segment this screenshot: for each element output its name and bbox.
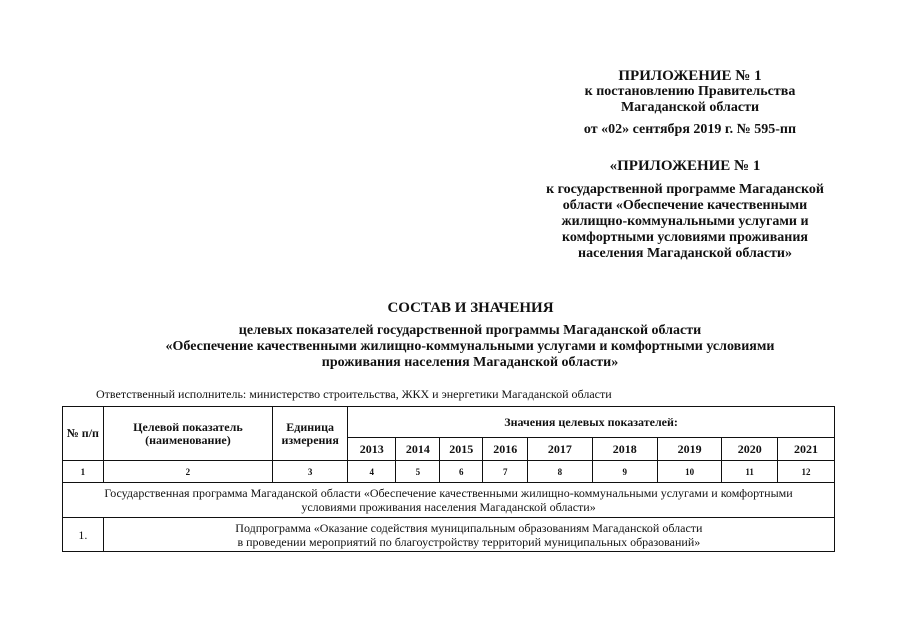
column-number: 3 <box>273 461 348 483</box>
column-number: 6 <box>440 461 483 483</box>
column-number: 10 <box>657 461 721 483</box>
subprogram-index: 1. <box>63 518 104 552</box>
program-row <box>63 483 835 518</box>
column-number: 12 <box>778 461 835 483</box>
subprogram-row <box>63 518 835 552</box>
responsible-executor: Ответственный исполнитель: министерство строительства, ЖКХ и энергетики Магаданской области <box>96 387 612 401</box>
year-header: 2015 <box>440 438 483 461</box>
header-number: № п/п <box>63 407 104 461</box>
year-header: 2016 <box>483 438 528 461</box>
column-number: 8 <box>528 461 592 483</box>
appendix-date: от «02» сентября 2019 г. № 595-пп <box>583 122 797 137</box>
header-unit: Единица измерения <box>273 407 348 461</box>
appendix-title: ПРИЛОЖЕНИЕ № 1 <box>618 68 762 84</box>
subprogram-line: Подпрограмма «Оказание содействия муниципальным образованиям Магаданской области <box>235 520 703 535</box>
program-cell <box>63 483 835 518</box>
appendix-line: к государственной программе Магаданской <box>546 182 824 197</box>
appendix-title: «ПРИЛОЖЕНИЕ № 1 <box>609 158 761 174</box>
appendix-resolution-block <box>540 68 840 138</box>
document-subtitle <box>120 323 820 371</box>
appendix-line: населения Магаданской области» <box>578 246 792 261</box>
year-header: 2018 <box>592 438 657 461</box>
subtitle-line: «Обеспечение качественными жилищно-коммунальными услугами и комфортными условиями <box>165 339 775 354</box>
subtitle-line: целевых показателей государственной программы Магаданской области <box>238 323 702 338</box>
year-header: 2014 <box>396 438 440 461</box>
column-number: 5 <box>396 461 440 483</box>
appendix-line: области «Обеспечение качественными <box>562 198 808 213</box>
column-number: 9 <box>592 461 657 483</box>
appendix-line: к постановлению Правительства <box>584 84 796 99</box>
header-indicator: Целевой показатель (наименование) <box>103 407 272 461</box>
subtitle-line: проживания населения Магаданской области» <box>321 355 619 370</box>
column-number: 1 <box>63 461 104 483</box>
appendix-line: комфортными условиями проживания <box>562 230 808 245</box>
year-header: 2020 <box>722 438 778 461</box>
target-indicators-table <box>62 406 835 552</box>
subprogram-cell <box>103 518 834 552</box>
column-numbers-row <box>63 461 835 483</box>
year-header: 2017 <box>528 438 592 461</box>
column-number: 4 <box>348 461 396 483</box>
program-line: условиями проживания населения Магаданской области» <box>301 500 596 514</box>
year-header: 2019 <box>657 438 721 461</box>
appendix-program-block <box>525 158 845 262</box>
appendix-line: Магаданской области <box>620 100 760 115</box>
document-title: СОСТАВ И ЗНАЧЕНИЯ <box>387 300 554 316</box>
column-number: 11 <box>722 461 778 483</box>
column-number: 2 <box>103 461 272 483</box>
appendix-line: жилищно-коммунальными услугами и <box>561 214 809 229</box>
program-line: Государственная программа Магаданской области «Обеспечение качественными жилищно-коммунальными услугами и комфортными <box>104 486 793 500</box>
year-header: 2021 <box>778 438 835 461</box>
header-values: Значения целевых показателей: <box>348 407 835 438</box>
year-header: 2013 <box>348 438 396 461</box>
subprogram-line: в проведении мероприятий по благоустройству территорий муниципальных образований» <box>237 534 701 549</box>
column-number: 7 <box>483 461 528 483</box>
